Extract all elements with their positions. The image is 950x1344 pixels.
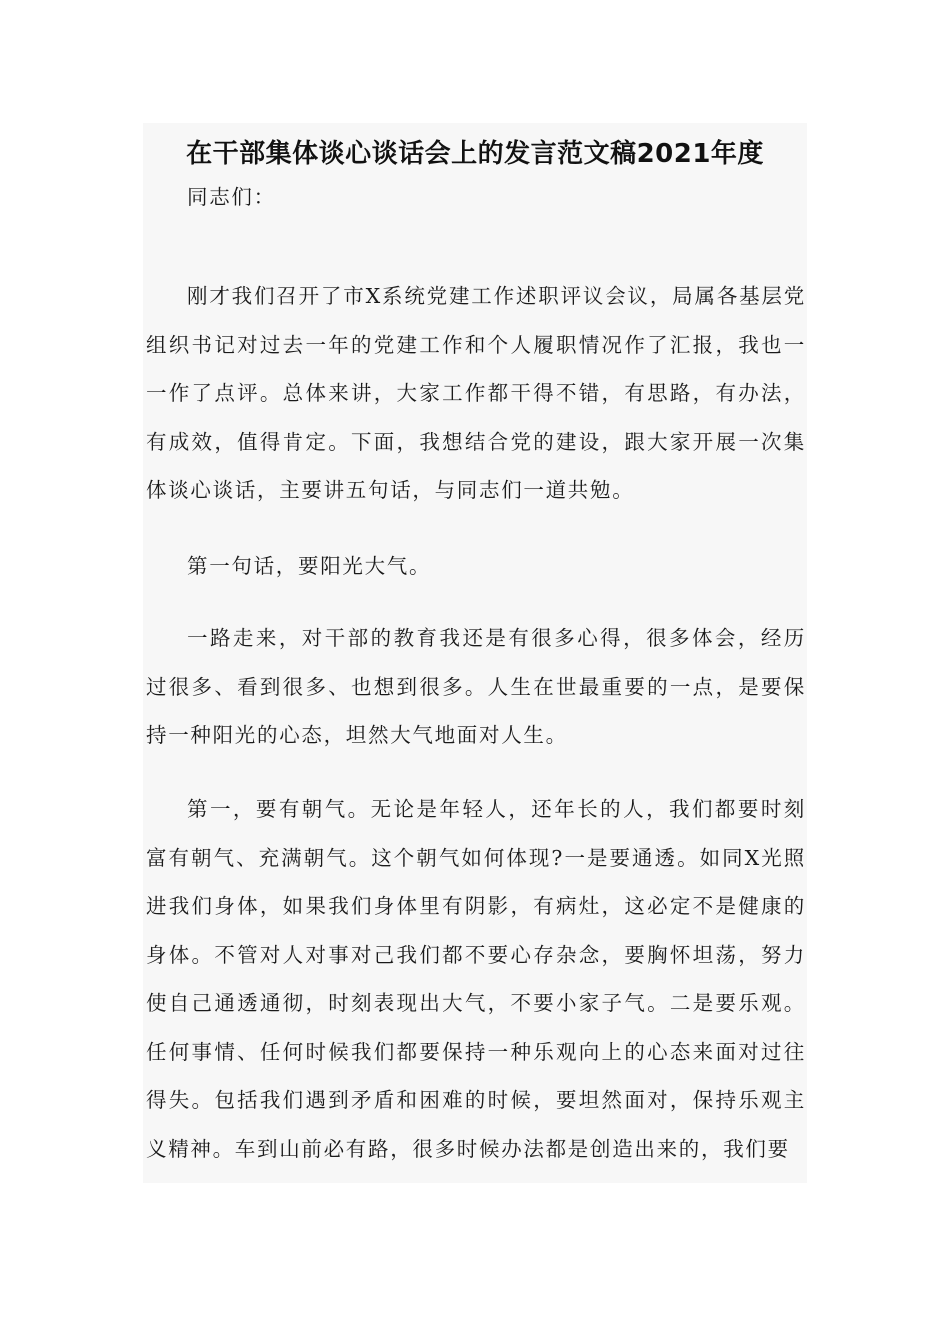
section-heading-paragraph: 第一句话，要阳光大气。: [187, 554, 432, 578]
document-title: 在干部集体谈心谈话会上的发言范文稿2021年度: [186, 139, 764, 169]
opening-paragraph: 刚才我们召开了市X系统党建工作述职评议会议，局属各基层党组织书记对过去一年的党建工作和个人履职情况作了汇报，我也一一作了点评。总体来讲，大家工作都干得不错，有思路，有办法，有成效，值得肯定。下面，我想结合党的建设，跟大家开展一次集体谈心谈话，主要讲五句话，与同志们一道共勉。: [146, 284, 806, 502]
salutation-paragraph: 同志们：: [187, 185, 276, 209]
body-paragraph: 一路走来，对干部的教育我还是有很多心得，很多体会，经历过很多、看到很多、也想到很多。人生在世最重要的一点，是要保持一种阳光的心态，坦然大气地面对人生。: [146, 626, 806, 747]
body-paragraph: 第一，要有朝气。无论是年轻人，还年长的人，我们都要时刻富有朝气、充满朝气。这个朝气如何体现?一是要通透。如同X光照进我们身体，如果我们身体里有阴影，有病灶，这必定不是健康的身体。不管对人对事对己我们都不要心存杂念，要胸怀坦荡，努力使自己通透通彻，时刻表现出大气，不要小家子气。二是要乐观。任何事情、任何时候我们都要保持一种乐观向上的心态来面对过往得失。包括我们遇到矛盾和困难的时候，要坦然面对，保持乐观主义精神。车到山前必有路，很多时候办法都是创造出来的，我们要: [146, 797, 806, 1161]
